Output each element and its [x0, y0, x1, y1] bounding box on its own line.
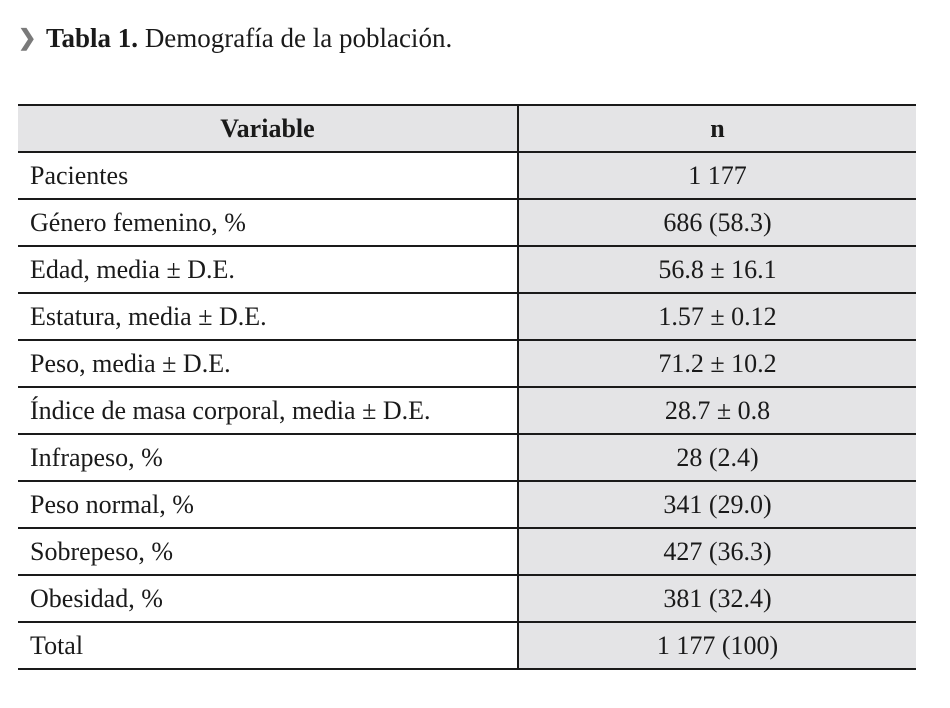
demographics-table-container: [18, 104, 916, 670]
value-cell: 71.2 ± 10.2: [518, 340, 916, 387]
caption-label: Tabla 1.: [46, 23, 139, 53]
caption-title: Demografía de la población.: [144, 23, 453, 53]
value-cell: 341 (29.0): [518, 481, 916, 528]
value-cell: 28.7 ± 0.8: [518, 387, 916, 434]
value-cell: 381 (32.4): [518, 575, 916, 622]
variable-cell: Peso, media ± D.E.: [18, 340, 518, 387]
table-row: [18, 246, 916, 293]
value-cell: 1.57 ± 0.12: [518, 293, 916, 340]
variable-cell: Pacientes: [18, 152, 518, 199]
table-row: [18, 387, 916, 434]
value-cell: 1 177: [518, 152, 916, 199]
table-row: [18, 481, 916, 528]
value-cell: 1 177 (100): [518, 622, 916, 669]
header-variable: Variable: [18, 105, 518, 152]
table-row: [18, 528, 916, 575]
table-caption: [18, 16, 452, 60]
variable-cell: Estatura, media ± D.E.: [18, 293, 518, 340]
table-row: [18, 575, 916, 622]
variable-cell: Total: [18, 622, 518, 669]
demographics-table: [18, 104, 916, 670]
header-n: n: [518, 105, 916, 152]
variable-cell: Obesidad, %: [18, 575, 518, 622]
table-row: [18, 199, 916, 246]
variable-cell: Sobrepeso, %: [18, 528, 518, 575]
variable-cell: Género femenino, %: [18, 199, 518, 246]
table-row: [18, 152, 916, 199]
caption-marker-icon: ❯: [18, 25, 37, 50]
value-cell: 28 (2.4): [518, 434, 916, 481]
table-row: [18, 434, 916, 481]
variable-cell: Índice de masa corporal, media ± D.E.: [18, 387, 518, 434]
table-row: [18, 293, 916, 340]
table-row-total: [18, 622, 916, 669]
value-cell: 56.8 ± 16.1: [518, 246, 916, 293]
value-cell: 686 (58.3): [518, 199, 916, 246]
variable-cell: Peso normal, %: [18, 481, 518, 528]
header-row: [18, 105, 916, 152]
value-cell: 427 (36.3): [518, 528, 916, 575]
table-row: [18, 340, 916, 387]
variable-cell: Edad, media ± D.E.: [18, 246, 518, 293]
variable-cell: Infrapeso, %: [18, 434, 518, 481]
